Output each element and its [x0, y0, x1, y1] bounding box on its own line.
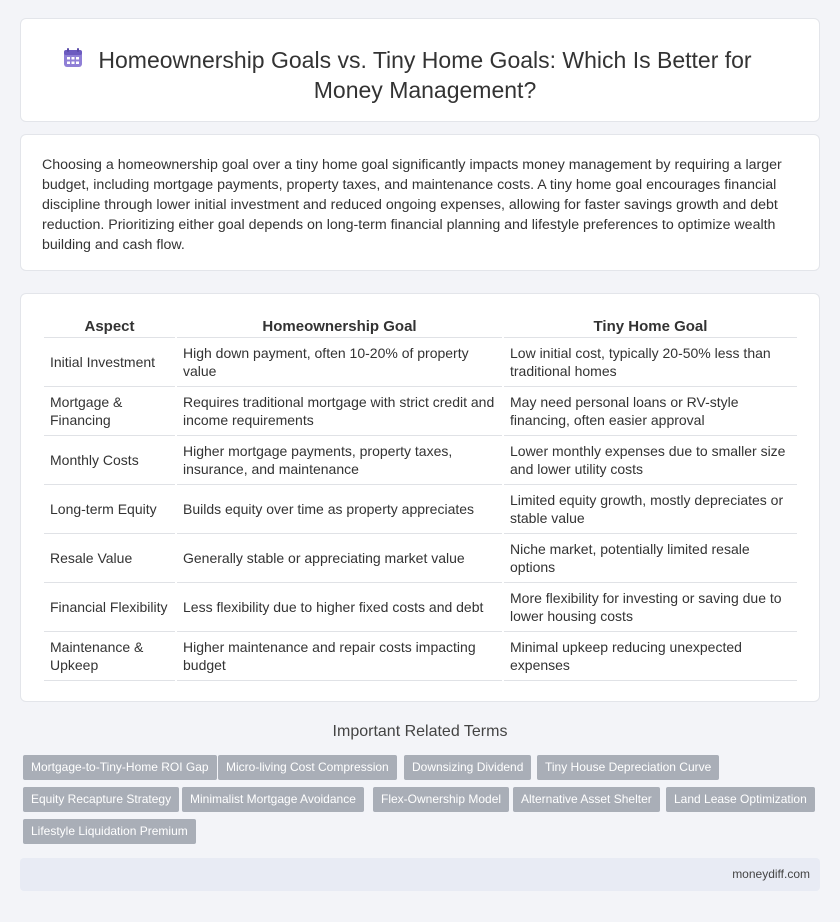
table-row	[44, 338, 797, 387]
table-row	[44, 632, 797, 681]
title-card	[20, 18, 820, 122]
homeownership-cell: Higher maintenance and repair costs impacting budget	[177, 632, 502, 681]
table-row	[44, 485, 797, 534]
comparison-card	[20, 293, 820, 702]
related-term-tag[interactable]: Mortgage-to-Tiny-Home ROI Gap	[23, 755, 217, 780]
intro-card	[20, 134, 820, 271]
table-row	[44, 534, 797, 583]
related-term-tag[interactable]: Lifestyle Liquidation Premium	[23, 819, 196, 844]
comparison-table	[42, 314, 799, 681]
related-term-tag[interactable]: Micro-living Cost Compression	[218, 755, 397, 780]
tiny-home-cell: Lower monthly expenses due to smaller size and lower utility costs	[504, 436, 797, 485]
related-term-tag[interactable]: Minimalist Mortgage Avoidance	[182, 787, 364, 812]
aspect-cell: Financial Flexibility	[44, 583, 175, 632]
related-term-tag[interactable]: Equity Recapture Strategy	[23, 787, 179, 812]
related-terms-title: Important Related Terms	[332, 723, 508, 740]
homeownership-cell: Requires traditional mortgage with strict credit and income requirements	[177, 387, 502, 436]
related-term-tag[interactable]: Alternative Asset Shelter	[513, 787, 660, 812]
page-title: Homeownership Goals vs. Tiny Home Goals: Which Is Better for Money Management?	[98, 47, 752, 103]
table-row	[44, 387, 797, 436]
related-term-tag[interactable]: Downsizing Dividend	[404, 755, 531, 780]
footer	[20, 858, 820, 891]
tiny-home-cell: Minimal upkeep reducing unexpected expenses	[504, 632, 797, 681]
table-row	[44, 583, 797, 632]
header-tiny-home: Tiny Home Goal	[504, 314, 797, 338]
aspect-cell: Initial Investment	[44, 338, 175, 387]
related-term-tag[interactable]: Land Lease Optimization	[666, 787, 815, 812]
homeownership-cell: Builds equity over time as property appreciates	[177, 485, 502, 534]
homeownership-cell: Less flexibility due to higher fixed costs and debt	[177, 583, 502, 632]
table-header-row	[44, 314, 797, 338]
table-row	[44, 436, 797, 485]
tiny-home-cell: Niche market, potentially limited resale options	[504, 534, 797, 583]
site-link[interactable]: moneydiff.com	[732, 867, 810, 881]
related-term-tag[interactable]: Tiny House Depreciation Curve	[537, 755, 719, 780]
homeownership-cell: High down payment, often 10-20% of property value	[177, 338, 502, 387]
aspect-cell: Monthly Costs	[44, 436, 175, 485]
aspect-cell: Long-term Equity	[44, 485, 175, 534]
intro-paragraph: Choosing a homeownership goal over a tiny home goal significantly impacts money management by requiring a larger budget, including mortgage payments, property taxes, and maintenance costs. A tiny home goal encourages financial discipline through lower initial investment and reduced ongoing expenses, allowing for faster savings growth and debt reduction. Prioritizing either goal depends on long-term financial planning and lifestyle preferences to optimize wealth building and cash flow.	[42, 157, 782, 253]
tiny-home-cell: May need personal loans or RV-style financing, often easier approval	[504, 387, 797, 436]
header-aspect: Aspect	[44, 314, 175, 338]
aspect-cell: Resale Value	[44, 534, 175, 583]
aspect-cell: Mortgage & Financing	[44, 387, 175, 436]
homeownership-cell: Generally stable or appreciating market value	[177, 534, 502, 583]
tiny-home-cell: Limited equity growth, mostly depreciates or stable value	[504, 485, 797, 534]
homeownership-cell: Higher mortgage payments, property taxes, insurance, and maintenance	[177, 436, 502, 485]
header-homeownership: Homeownership Goal	[177, 314, 502, 338]
related-term-tag[interactable]: Flex-Ownership Model	[373, 787, 509, 812]
aspect-cell: Maintenance & Upkeep	[44, 632, 175, 681]
tiny-home-cell: Low initial cost, typically 20-50% less than traditional homes	[504, 338, 797, 387]
tiny-home-cell: More flexibility for investing or saving due to lower housing costs	[504, 583, 797, 632]
